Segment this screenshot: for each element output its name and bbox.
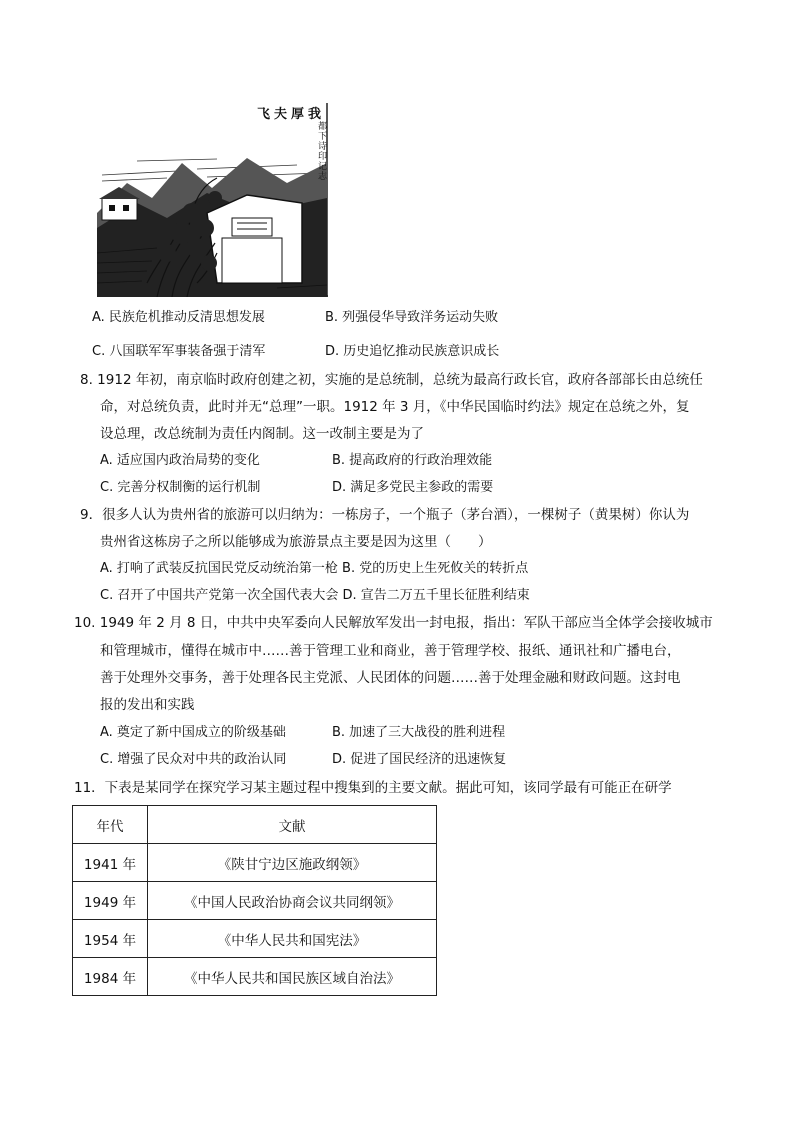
q9-options-cd: C. 召开了中国共产党第一次全国代表大会 D. 宣告二万五千里长征胜利结束 xyxy=(100,588,530,603)
figure-side-glyphs: 都下诗印记志 xyxy=(316,121,326,181)
table-row xyxy=(73,958,437,996)
q10-option-a: A. 奠定了新中国成立的阶级基础 xyxy=(100,725,286,740)
cell-document: 《中国人民政治协商会议共同纲领》 xyxy=(148,882,437,920)
q8-option-d: D. 满足多党民主参政的需要 xyxy=(332,480,494,495)
q10-stem-line4: 报的发出和实践 xyxy=(100,697,195,713)
woodcut-image xyxy=(97,103,328,297)
q10-option-b: B. 加速了三大战役的胜利进程 xyxy=(332,725,506,740)
documents-table xyxy=(72,805,437,996)
cell-document: 《中华人民共和国宪法》 xyxy=(148,920,437,958)
cell-year: 1949 年 xyxy=(73,882,148,920)
table-row xyxy=(73,920,437,958)
q8-stem-line3: 设总理，改总统制为责任内阁制。这一改制主要是为了 xyxy=(100,426,424,442)
header-document: 文献 xyxy=(148,806,437,844)
q7-option-a: A. 民族危机推动反清思想发展 xyxy=(92,310,265,325)
q8-option-b: B. 提高政府的行政治理效能 xyxy=(332,453,493,468)
header-year: 年代 xyxy=(73,806,148,844)
q11-stem-line1: 11．下表是某同学在探究学习某主题过程中搜集到的主要文献。据此可知，该同学最有可能正在研学 xyxy=(74,780,672,796)
q9-options-ab: A. 打响了武装反抗国民党反动统治第一枪 B. 党的历史上生死攸关的转折点 xyxy=(100,561,529,576)
q10-stem-line1: 10. 1949 年 2 月 8 日，中共中央军委向人民解放军发出一封电报，指出：军队干部应当全体学会接收城市 xyxy=(74,615,713,631)
historical-illustration xyxy=(97,103,328,297)
cell-year: 1984 年 xyxy=(73,958,148,996)
q8-option-a: A. 适应国内政治局势的变化 xyxy=(100,453,260,468)
table-row xyxy=(73,882,437,920)
table-header-row xyxy=(73,806,437,844)
q10-option-d: D. 促进了国民经济的迅速恢复 xyxy=(332,752,507,767)
table-row xyxy=(73,844,437,882)
cell-document: 《陕甘宁边区施政纲领》 xyxy=(148,844,437,882)
cell-year: 1941 年 xyxy=(73,844,148,882)
q7-option-c: C. 八国联军军事装备强于清军 xyxy=(92,344,266,359)
q7-option-b: B. 列强侵华导致洋务运动失败 xyxy=(325,310,499,325)
q9-stem-line2: 贵州省这栋房子之所以能够成为旅游景点主要是因为这里（ ） xyxy=(100,534,492,550)
q10-option-c: C. 增强了民众对中共的政治认同 xyxy=(100,752,287,767)
figure-caption-glyphs: 飞夫厚我 xyxy=(257,107,326,122)
q10-stem-line2: 和管理城市，懂得在城市中……善于管理工业和商业，善于管理学校、报纸、通讯社和广播电台， xyxy=(100,643,681,659)
q9-stem-line1: 9．很多人认为贵州省的旅游可以归纳为：一栋房子，一个瓶子（茅台酒），一棵树子（黄果树）你认为 xyxy=(80,507,690,523)
q8-option-c: C. 完善分权制衡的运行机制 xyxy=(100,480,261,495)
cell-year: 1954 年 xyxy=(73,920,148,958)
q7-option-d: D. 历史追忆推动民族意识成长 xyxy=(325,344,500,359)
cell-document: 《中华人民共和国民族区域自治法》 xyxy=(148,958,437,996)
q8-stem-line1: 8. 1912 年初，南京临时政府创建之初，实施的是总统制，总统为最高行政长官，政府各部部长由总统任 xyxy=(80,372,703,388)
q8-stem-line2: 命，对总统负责，此时并无“总理”一职。1912 年 3 月，《中华民国临时约法》规定在总统之外，复 xyxy=(100,399,690,415)
q10-stem-line3: 善于处理外交事务，善于处理各民主党派、人民团体的问题……善于处理金融和财政问题。这封电 xyxy=(100,670,681,686)
